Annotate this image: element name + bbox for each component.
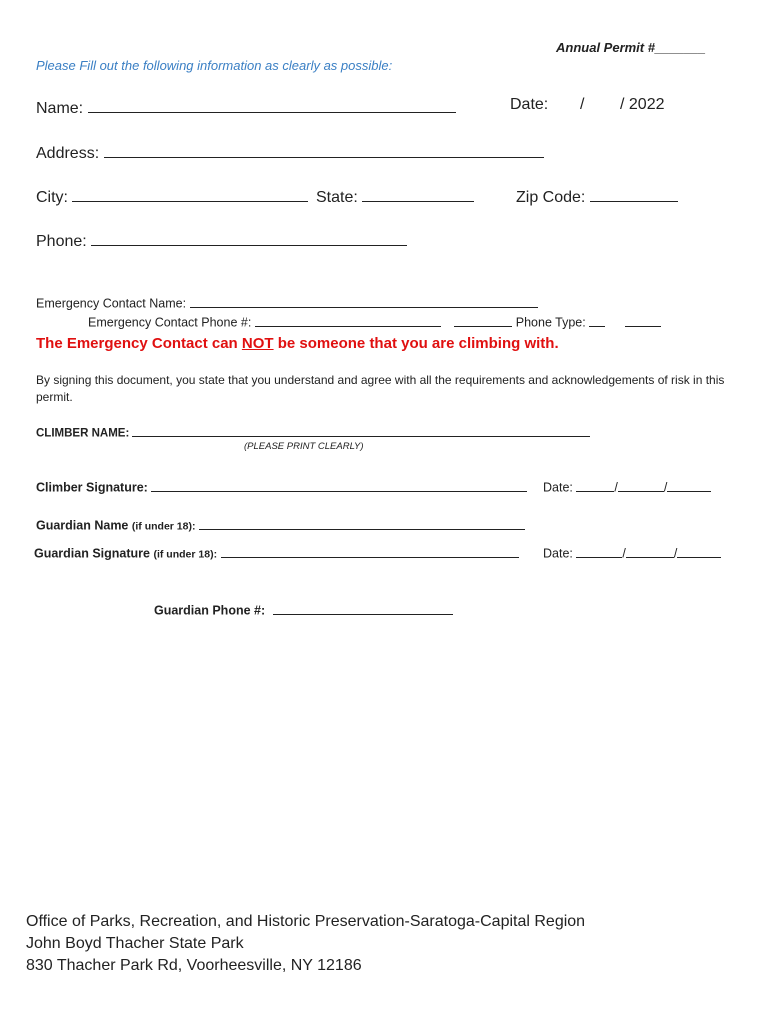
phone-type-label: Phone Type: xyxy=(515,315,586,330)
city-label: City: xyxy=(36,189,68,206)
emergency-name-label: Emergency Contact Name: xyxy=(36,296,187,311)
footer-office: Office of Parks, Recreation, and Historic Preservation-Saratoga-Capital Region xyxy=(26,913,586,930)
name-field[interactable] xyxy=(88,96,456,113)
date-label: Date: xyxy=(510,96,549,113)
address-row xyxy=(36,141,544,163)
emergency-phone-row xyxy=(88,313,661,330)
address-field[interactable] xyxy=(104,141,544,158)
climber-signature-row xyxy=(36,478,527,495)
phone-type-field[interactable] xyxy=(589,313,605,327)
emergency-phone-ext-field[interactable] xyxy=(454,313,512,327)
warning-text-after: be someone that you are climbing with. xyxy=(273,335,559,352)
address-label: Address: xyxy=(36,145,100,162)
city-field[interactable] xyxy=(72,185,308,202)
guardian-name-label: Guardian Name xyxy=(36,518,129,533)
guardian-phone-field[interactable] xyxy=(273,601,453,615)
climber-date-day[interactable] xyxy=(618,478,664,492)
guardian-name-field[interactable] xyxy=(199,516,525,530)
climber-name-label: CLIMBER NAME: xyxy=(36,427,130,440)
phone-type-extra-field[interactable] xyxy=(625,313,661,327)
climber-signature-field[interactable] xyxy=(151,478,527,492)
guardian-phone-label: Guardian Phone #: xyxy=(154,603,266,618)
state-field[interactable] xyxy=(362,185,474,202)
name-label: Name: xyxy=(36,100,84,117)
climber-name-row xyxy=(36,424,590,440)
guardian-name-row xyxy=(36,516,525,533)
climber-date-label: Date: xyxy=(543,480,573,495)
phone-field[interactable] xyxy=(91,229,407,246)
date-row xyxy=(510,96,548,114)
guardian-signature-label: Guardian Signature xyxy=(34,546,150,561)
climber-date-year[interactable] xyxy=(667,478,711,492)
phone-label: Phone: xyxy=(36,233,87,250)
form-instruction: Please Fill out the following information as clearly as possible: xyxy=(36,58,393,73)
climber-name-field[interactable] xyxy=(132,424,590,437)
emergency-name-field[interactable] xyxy=(190,294,538,308)
agreement-statement: By signing this document, you state that you understand and agree with all the requirements and acknowledgements of risk in this permit. xyxy=(36,373,725,404)
date-slash: / xyxy=(580,96,585,113)
guardian-date-row: Date: / / xyxy=(543,544,721,561)
annual-permit-number: Annual Permit #_______ xyxy=(556,40,706,55)
print-clearly-note: (PLEASE PRINT CLEARLY) xyxy=(244,441,364,452)
phone-row xyxy=(36,229,407,251)
guardian-signature-field[interactable] xyxy=(221,544,519,558)
climber-date-row: Date: / / xyxy=(543,478,711,495)
zip-row xyxy=(516,185,678,207)
warning-text-before: The Emergency Contact can xyxy=(36,335,242,352)
date-year: / 2022 xyxy=(620,96,665,113)
city-row xyxy=(36,185,308,207)
climber-signature-label: Climber Signature: xyxy=(36,480,148,495)
state-label: State: xyxy=(316,189,358,206)
emergency-phone-label: Emergency Contact Phone #: xyxy=(88,315,252,330)
state-row xyxy=(316,185,474,207)
emergency-contact-warning xyxy=(36,335,559,352)
emergency-phone-field[interactable] xyxy=(255,313,441,327)
climber-date-month[interactable] xyxy=(576,478,614,492)
guardian-signature-row xyxy=(34,544,519,561)
guardian-signature-qualifier: (if under 18): xyxy=(153,548,218,561)
footer-address: 830 Thacher Park Rd, Voorheesville, NY 12186 xyxy=(26,957,362,974)
guardian-date-month[interactable] xyxy=(576,544,622,558)
emergency-name-row xyxy=(36,294,538,311)
guardian-date-year[interactable] xyxy=(677,544,721,558)
footer-park: John Boyd Thacher State Park xyxy=(26,935,244,952)
guardian-date-label: Date: xyxy=(543,546,573,561)
zip-field[interactable] xyxy=(590,185,678,202)
zip-label: Zip Code: xyxy=(516,189,586,206)
guardian-phone-row xyxy=(154,601,453,618)
guardian-name-qualifier: (if under 18): xyxy=(131,520,196,533)
name-row xyxy=(36,96,456,118)
guardian-date-day[interactable] xyxy=(626,544,674,558)
warning-emphasis: NOT xyxy=(241,335,274,352)
